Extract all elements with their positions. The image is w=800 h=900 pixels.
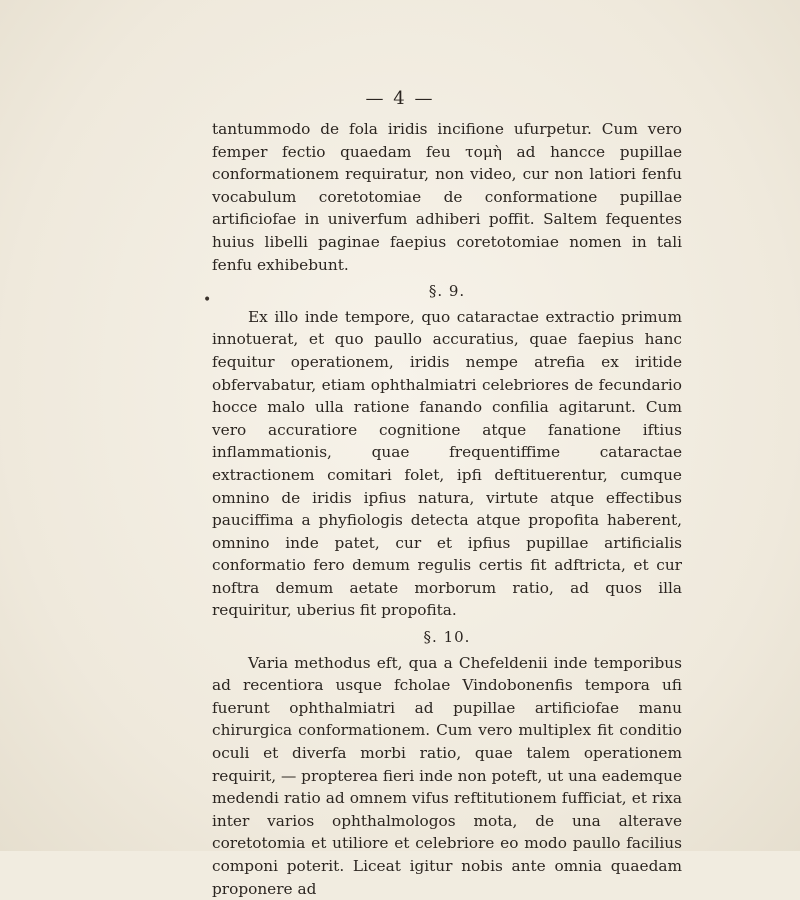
paragraph-3: Varia methodus eft, qua a Chefeldenii inde temporibus ad recentiora usque fcholae Vindobonenfis tempora ufi fuerunt ophthalmiatri ad pupillae artificiofae manu chirurgica conformationem. Cum vero multiplex fit conditio oculi et diverfa morbi ratio, quae talem operationem requirit, — propterea fieri inde non poteft, ut una eademque medendi ratio ad omnem vifus reftitutionem fufficiat, et rixa inter varios ophthalmologos mota, de una alterave coretotomia et utiliore et celebriore eo modo paullo facilius componi poterit. Liceat igitur nobis ante omnia quaedam proponere ad — [212, 653, 682, 898]
section-heading-9: §. 9. — [428, 282, 466, 301]
page-number: — 4 — — [365, 88, 435, 109]
main-text-block — [212, 118, 682, 900]
paragraph-2: Ex illo inde tempore, quo cataractae extractio primum innotuerat, et quo paullo accuratius, quae faepius hanc fequitur operationem, iridis nempe atrefia ex iritide obfervabatur, etiam ophthalmiatri celebriores de fecundario hocce malo ulla ratione fanando confilia agitarunt. Cum vero accuratiore cognitione atque fanatione iftius inflammationis, quae frequentiffime cataractae extractionem comitari folet, ipfi deftituerentur, cumque omnino de iridis ipfius natura, virtute atque effectibus pauciffima a phyfiologis detecta atque propofita haberent, omnino inde patet, cur et ipfius pupillae artificialis conformatio fero demum regulis certis fit adftricta, et cur noftra demum aetate morborum ratio, ad quos illa requiritur, uberius fit propofita. — [212, 307, 682, 620]
margin-mark: • — [203, 292, 212, 308]
paragraph-1: tantummodo de fola iridis incifione ufurpetur. Cum vero femper fectio quaedam feu τομὴ ad hancce pupillae conformationem requiratur, non video, cur non latiori fenfu vocabulum coretotomiae de conformatione pupillae artificiofae in univerfum adhiberi poffit. Saltem fequentes huius libelli paginae faepius coretotomiae nomen in tali fenfu exhibebunt. — [212, 120, 682, 274]
section-heading-10: §. 10. — [423, 628, 471, 647]
